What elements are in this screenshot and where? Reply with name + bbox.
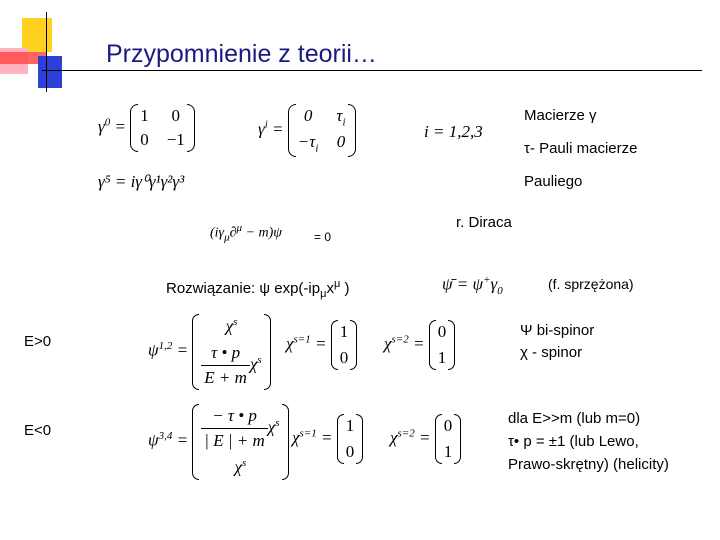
psi12-equation: $\psi^{1,2}$ = $\chi^s$ $\frac{\tau • p}{E + m}$ $\chi^s$ — [148, 314, 271, 390]
label-bi-spinor: Ψ bi-spinor — [520, 322, 595, 339]
label-f-sprzezona: (f. sprzężona) — [548, 276, 634, 292]
psibar-equation: ψ̄ = $\psi^+\gamma_0$ — [442, 274, 503, 298]
label-e-positive: E>0 — [24, 333, 52, 350]
label-r-diraca: r. Diraca — [456, 214, 512, 231]
label-e-negative: E<0 — [24, 422, 52, 439]
label-tau-pauli: τ- Pauli macierze — [524, 140, 638, 157]
label-dla-line2: τ• p = ±1 (lub Lewo, — [508, 433, 639, 450]
chi3-equation: $\chi^{s=1}$ = 1 0 — [292, 414, 363, 464]
deco-yellow-square — [22, 18, 52, 52]
gamma5-equation: γ⁵ = iγ⁰γ¹γ²γ³ — [98, 172, 185, 191]
chi4-equation: $\chi^{s=2}$ = 0 1 — [390, 414, 461, 464]
deco-vertical-line — [46, 12, 47, 92]
page-title: Przypomnienie z teorii… — [106, 40, 377, 68]
psi34-equation: $\psi^{3,4}$ = $\frac{- \tau • p}{| E | + m}$ $\chi^s$ $\chi^s$ — [148, 404, 289, 480]
label-macierze-gamma: Macierze γ — [524, 107, 597, 124]
index-range: i = 1,2,3 — [424, 122, 483, 141]
deco-blue-square — [38, 56, 62, 88]
label-spinor: χ - spinor — [520, 344, 583, 361]
dirac-equals-zero: = 0 — [314, 230, 332, 244]
label-rozwiazanie: Rozwiązanie: ψ $\exp(-ip_\mu x^\mu$ ) — [166, 278, 350, 300]
dirac-equation: $(i\gamma_\mu\partial^\mu - m)\psi$ — [210, 222, 282, 244]
chi1-equation: $\chi^{s=1}$ = 1 0 — [286, 320, 357, 370]
gammai-equation: $\gamma^i$ = 0 $\tau_i$ $-\tau_i$ 0 — [258, 104, 356, 157]
gamma0-equation: $\gamma^0$ = 1 0 0 −1 — [98, 104, 195, 152]
label-pauliego: Pauliego — [524, 173, 583, 190]
label-dla-line1: dla E>>m (lub m=0) — [508, 410, 641, 427]
label-dla-line3: Prawo-skrętny) (helicity) — [508, 456, 669, 473]
chi2-equation: $\chi^{s=2}$ = 0 1 — [384, 320, 455, 370]
title-rule — [42, 70, 702, 71]
